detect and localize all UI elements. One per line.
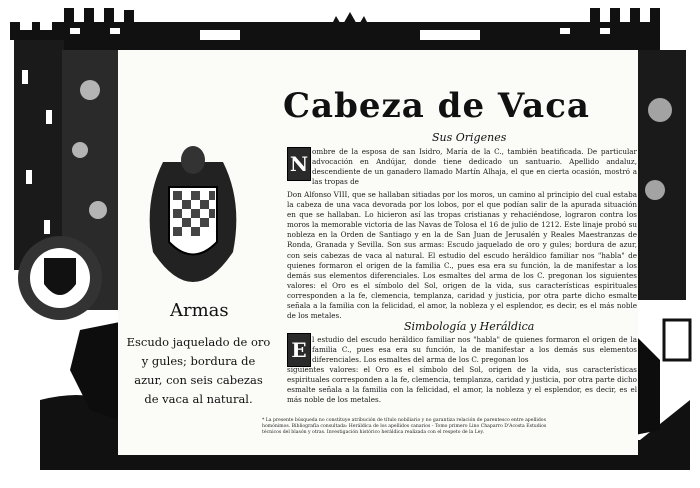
section-heading-origins: Sus Origenes — [432, 131, 507, 144]
coat-of-arms-icon — [133, 142, 253, 292]
heraldry-text-intro: l estudio del escudo heráldico familiar nos "habla" de quienes formaron el origen de la familia C., pues esa era su función, la de manifestar a los demás sus elementos diferenciales. Los esmaltes del arma de los C. pregonan los — [312, 335, 637, 365]
crown-icon — [330, 12, 370, 36]
origins-text-intro: ombre de la esposa de san Isidro, María de la C., también beatificada. De particular advocación en Andújar, donde tiene dedicado un santuario. Apellido andaluz, descendiente de un ganadero llamado Martín Alhaja, el que en cierta ocasión, mostró a las tropas de — [312, 147, 637, 187]
arms-description: Escudo jaquelado de oro y gules; bordura de azur, con seis cabezas de vaca al natural. — [126, 335, 271, 406]
page-title: Cabeza de Vaca — [283, 86, 590, 126]
section-heading-heraldry: Simbología y Heráldica — [404, 320, 535, 333]
dropcap-heraldry: E — [287, 333, 311, 367]
heraldry-text: siguientes valores: el Oro es el símbolo del Sol, origen de la vida, sus características espirituales corresponden a la fe, clemencia, templanza, caridad y justicia, por otra parte dicho esmalte señala a la familia con la felicidad, el amor, la nobleza y el esplendor, es decir, es el más noble de los metales. — [287, 365, 637, 405]
arms-title: Armas — [170, 300, 229, 321]
dropcap-origins: N — [287, 147, 311, 181]
footnote: * La presente búsqueda no constituye atribución de título nobiliario y no garantiza relación de parentesco entre apellidos homónimos. Bibliografía consultada: Heráldica de los apellidos canarios - Tomo primero Lino Chaparro D'Acosta Estudios técnicos del blasón y otras. Investigación histórico heráldica realizada con el respeto de la Ley. — [262, 418, 547, 435]
origins-text: Don Alfonso VIII, que se hallaban sitiadas por los moros, un camino al principio del cual estaba la cabeza de una vaca devorada por los lobos, por el que podían salir de la apurada situación en que se hallaban. Lo hicieron así las tropas cristianas y rehaciéndose, lograron contra los moros la memorable victoria de las Navas de Tolosa el 16 de julio de 1212. Este linaje probó su nobleza en la Orden de Santiago y en la de San Juan de Jerusalén y Reales Maestranzas de Ronda, Granada y Sevilla. Son sus armas: Escudo jaquelado de oro y gules; bordura de azur, con seis cabezas de vaca al natural. El estudio del escudo heráldico familiar nos "habla" de quienes formaron el origen de la familia C., pues esa era su función, la de manifestar a los demás sus elementos diferenciales. Los esmaltes del arma de los C. pregonan los siguientes valores: el Oro es el símbolo del Sol, origen de la vida, sus características espirituales corresponden a la fe, clemencia, templanza, caridad y justicia, por otra parte dicho esmalte señala a la familia con la felicidad, el amor, la nobleza y el esplendor, es decir, es el más noble de los metales. — [287, 190, 637, 321]
